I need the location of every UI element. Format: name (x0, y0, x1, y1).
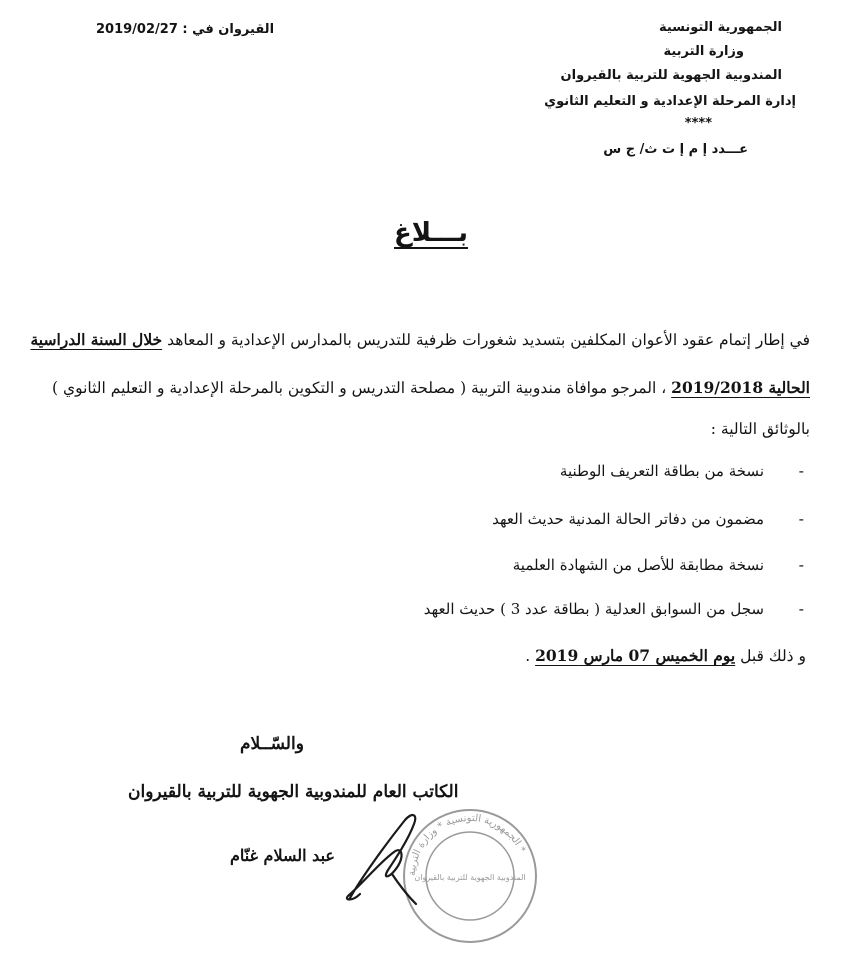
deadline-prefix: و ذلك قبل (735, 647, 806, 665)
list-bullet: - (798, 462, 804, 480)
deadline-date: يوم الخميس 07 مارس 2019 (535, 646, 736, 665)
body-line-2 (52, 378, 810, 397)
list-item: نسخة مطابقة للأصل من الشهادة العلمية (512, 556, 764, 574)
stamp-inner-text: المندوبية الجهوية للتربية بالقيروان (414, 873, 526, 882)
list-item: نسخة من بطاقة التعريف الوطنية (559, 462, 764, 480)
signatory-title: الكاتب العام للمندوبية الجهوية للتربية بالقيروان (128, 782, 459, 802)
header-republic: الجمهورية التونسية (658, 20, 782, 35)
header-stars: **** (684, 116, 712, 131)
date-line: القيروان في : 2019/02/27 (96, 22, 275, 37)
list-bullet: - (798, 600, 804, 618)
body-line-3: بالوثائق التالية : (710, 420, 810, 438)
header-ref-number: عـــدد إ م إ ت ث/ ج س (603, 142, 748, 157)
list-bullet: - (798, 556, 804, 574)
header-ministry: وزارة التربية (663, 44, 744, 59)
stamp-outer-text: الجمهورية التونسية * وزارة التربية * (406, 812, 528, 877)
body-line-2-emphasis: الحالية 2019/2018 (671, 378, 810, 397)
deadline-suffix: . (525, 647, 536, 665)
salutation: والسّــلام (240, 734, 304, 754)
body-line-2-text: ، المرجو موافاة مندوبية التربية ( مصلحة التدريس و التكوين بالمرحلة الإعدادية و التعليم الثانوي ) (51, 379, 672, 397)
deadline-line (525, 646, 806, 665)
body-line-1-emphasis: خلال السنة الدراسية (30, 330, 163, 349)
document-title: بـــلاغ (394, 218, 468, 248)
signatory-name: عبد السلام غنّام (230, 846, 335, 865)
list-item: سجل من السوابق العدلية ( بطاقة عدد 3 ) حديث العهد (423, 600, 764, 618)
body-line-1 (30, 330, 810, 349)
header-department: إدارة المرحلة الإعدادية و التعليم الثانوي (544, 94, 796, 109)
list-bullet: - (798, 510, 804, 528)
body-line-1-text: في إطار إتمام عقود الأعوان المكلفين بتسديد شغورات ظرفية للتدريس بالمدارس الإعدادية و المعاهد (162, 331, 810, 349)
list-item: مضمون من دفاتر الحالة المدنية حديث العهد (492, 510, 764, 528)
signature-mark (330, 800, 440, 910)
header-commissariat: المندوبية الجهوية للتربية بالقيروان (560, 68, 782, 83)
